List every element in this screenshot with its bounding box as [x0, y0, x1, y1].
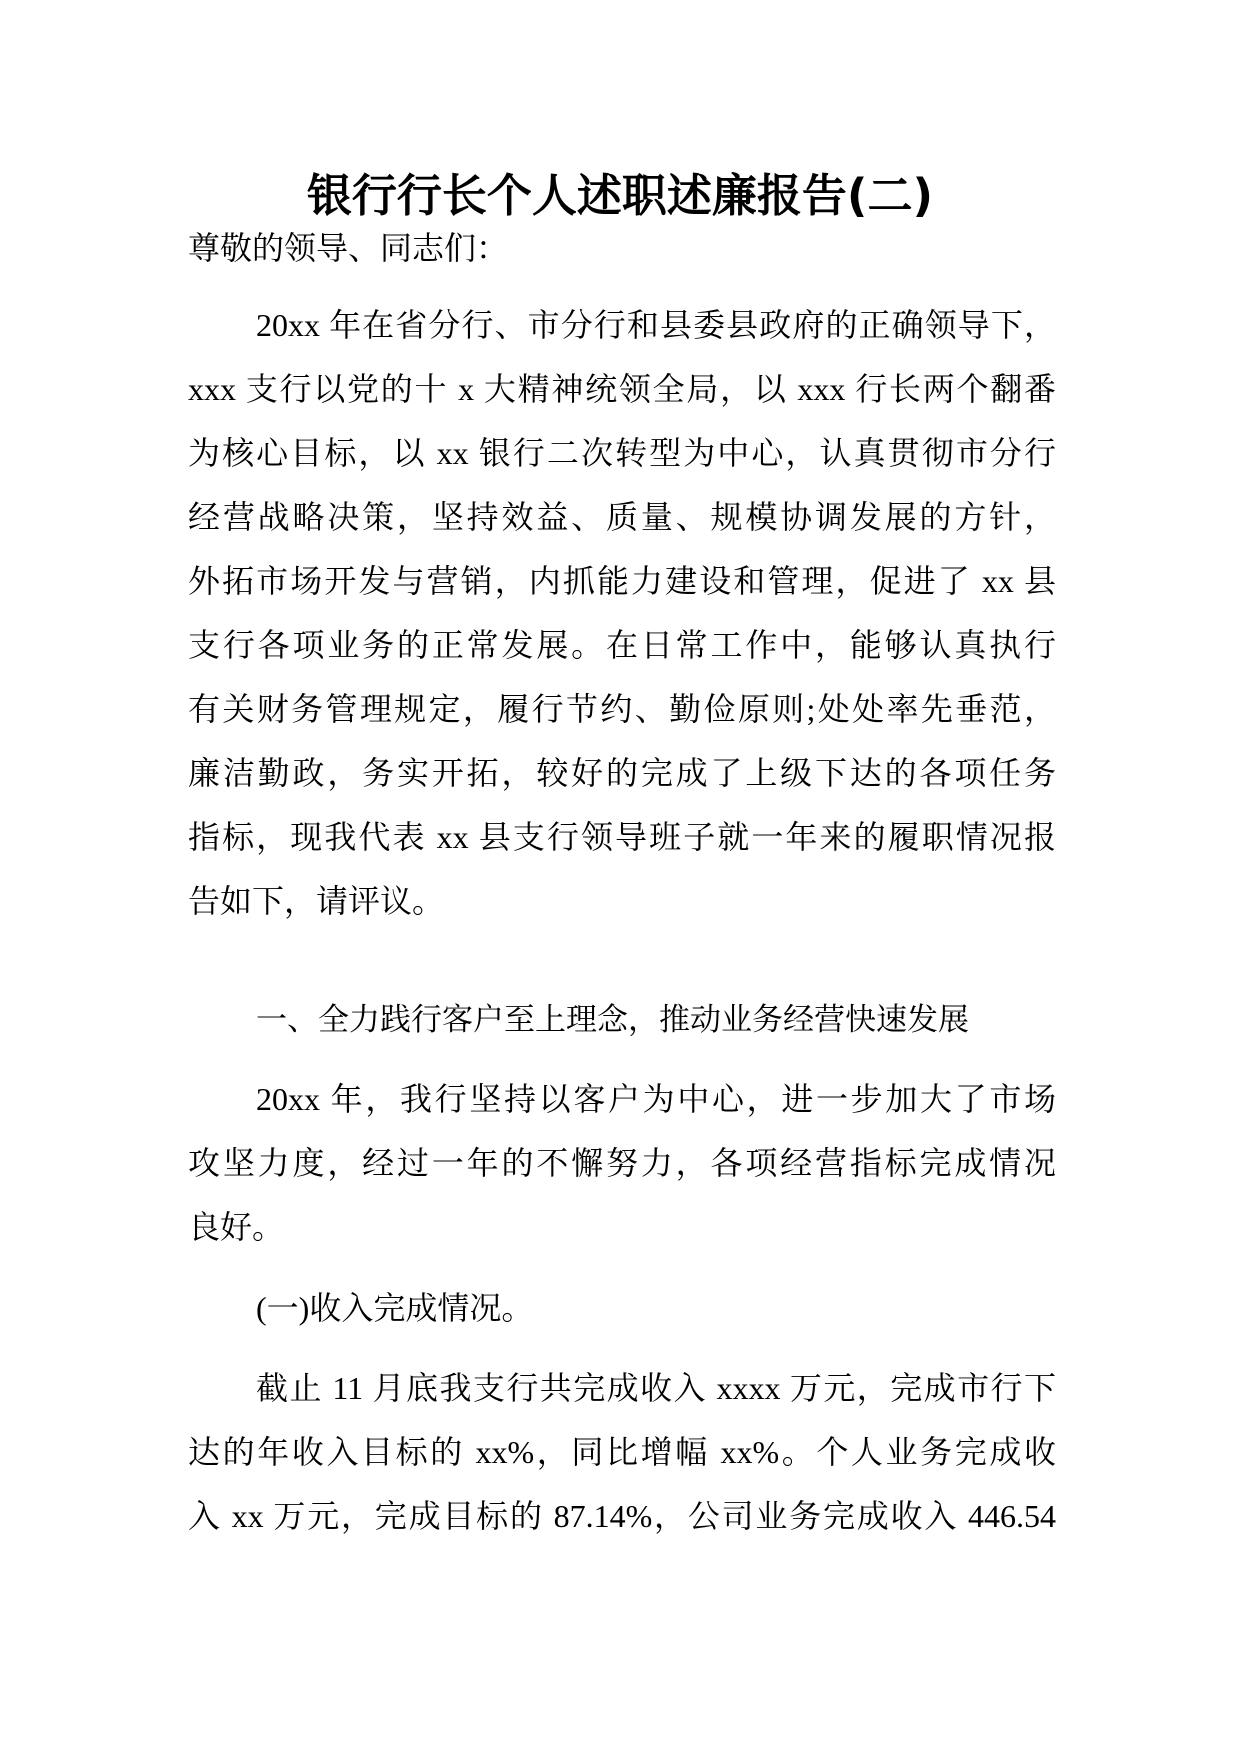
paragraph-line: 为核心目标，以 xx 银行二次转型为中心，认真贯彻市分行: [188, 435, 1056, 471]
section-heading: [188, 988, 1056, 1052]
paragraph-line: 达的年收入目标的 xx%，同比增幅 xx%。个人业务完成收: [188, 1434, 1056, 1470]
salutation-line: 尊敬的领导、同志们：: [188, 230, 509, 266]
paragraph-line: 入 xx 万元，完成目标的 87.14%，公司业务完成收入 446.54: [188, 1498, 1056, 1534]
paragraph-line: 良好。: [188, 1209, 285, 1245]
paragraph-line: 截止 11 月底我支行共完成收入 xxxx 万元，完成市行下: [256, 1370, 1056, 1406]
subsection-heading-line: (一)收入完成情况。: [256, 1290, 534, 1326]
paragraph-line: 经营战略决策，坚持效益、质量、规模协调发展的方针，: [188, 499, 1056, 535]
document-title: 银行行长个人述职述廉报告(二): [306, 169, 934, 222]
paragraph-intro: [188, 293, 1056, 933]
paragraph-line: 攻坚力度，经过一年的不懈努力，各项经营指标完成情况: [188, 1145, 1056, 1181]
paragraph-line: xxx 支行以党的十 x 大精神统领全局，以 xxx 行长两个翻番: [188, 371, 1056, 407]
salutation: [188, 216, 1056, 280]
paragraph-income: [188, 1356, 1056, 1548]
paragraph-line: 20xx 年在省分行、市分行和县委县政府的正确领导下，: [256, 307, 1056, 343]
section-heading-line: 一、全力践行客户至上理念，推动业务经营快速发展: [256, 1002, 969, 1038]
paragraph-line: 指标，现我代表 xx 县支行领导班子就一年来的履职情况报: [188, 819, 1056, 855]
paragraph-line: 外拓市场开发与营销，内抓能力建设和管理，促进了 xx 县: [188, 563, 1056, 599]
subsection-heading: [188, 1276, 1056, 1340]
paragraph-line: 廉洁勤政，务实开拓，较好的完成了上级下达的各项任务: [188, 755, 1056, 791]
paragraph-line: 20xx 年，我行坚持以客户为中心，进一步加大了市场: [256, 1081, 1056, 1117]
paragraph-overview: [188, 1067, 1056, 1259]
paragraph-line: 告如下，请评议。: [188, 883, 445, 919]
paragraph-line: 支行各项业务的正常发展。在日常工作中，能够认真执行: [188, 627, 1056, 663]
paragraph-line: 有关财务管理规定，履行节约、勤俭原则;处处率先垂范，: [188, 691, 1056, 727]
